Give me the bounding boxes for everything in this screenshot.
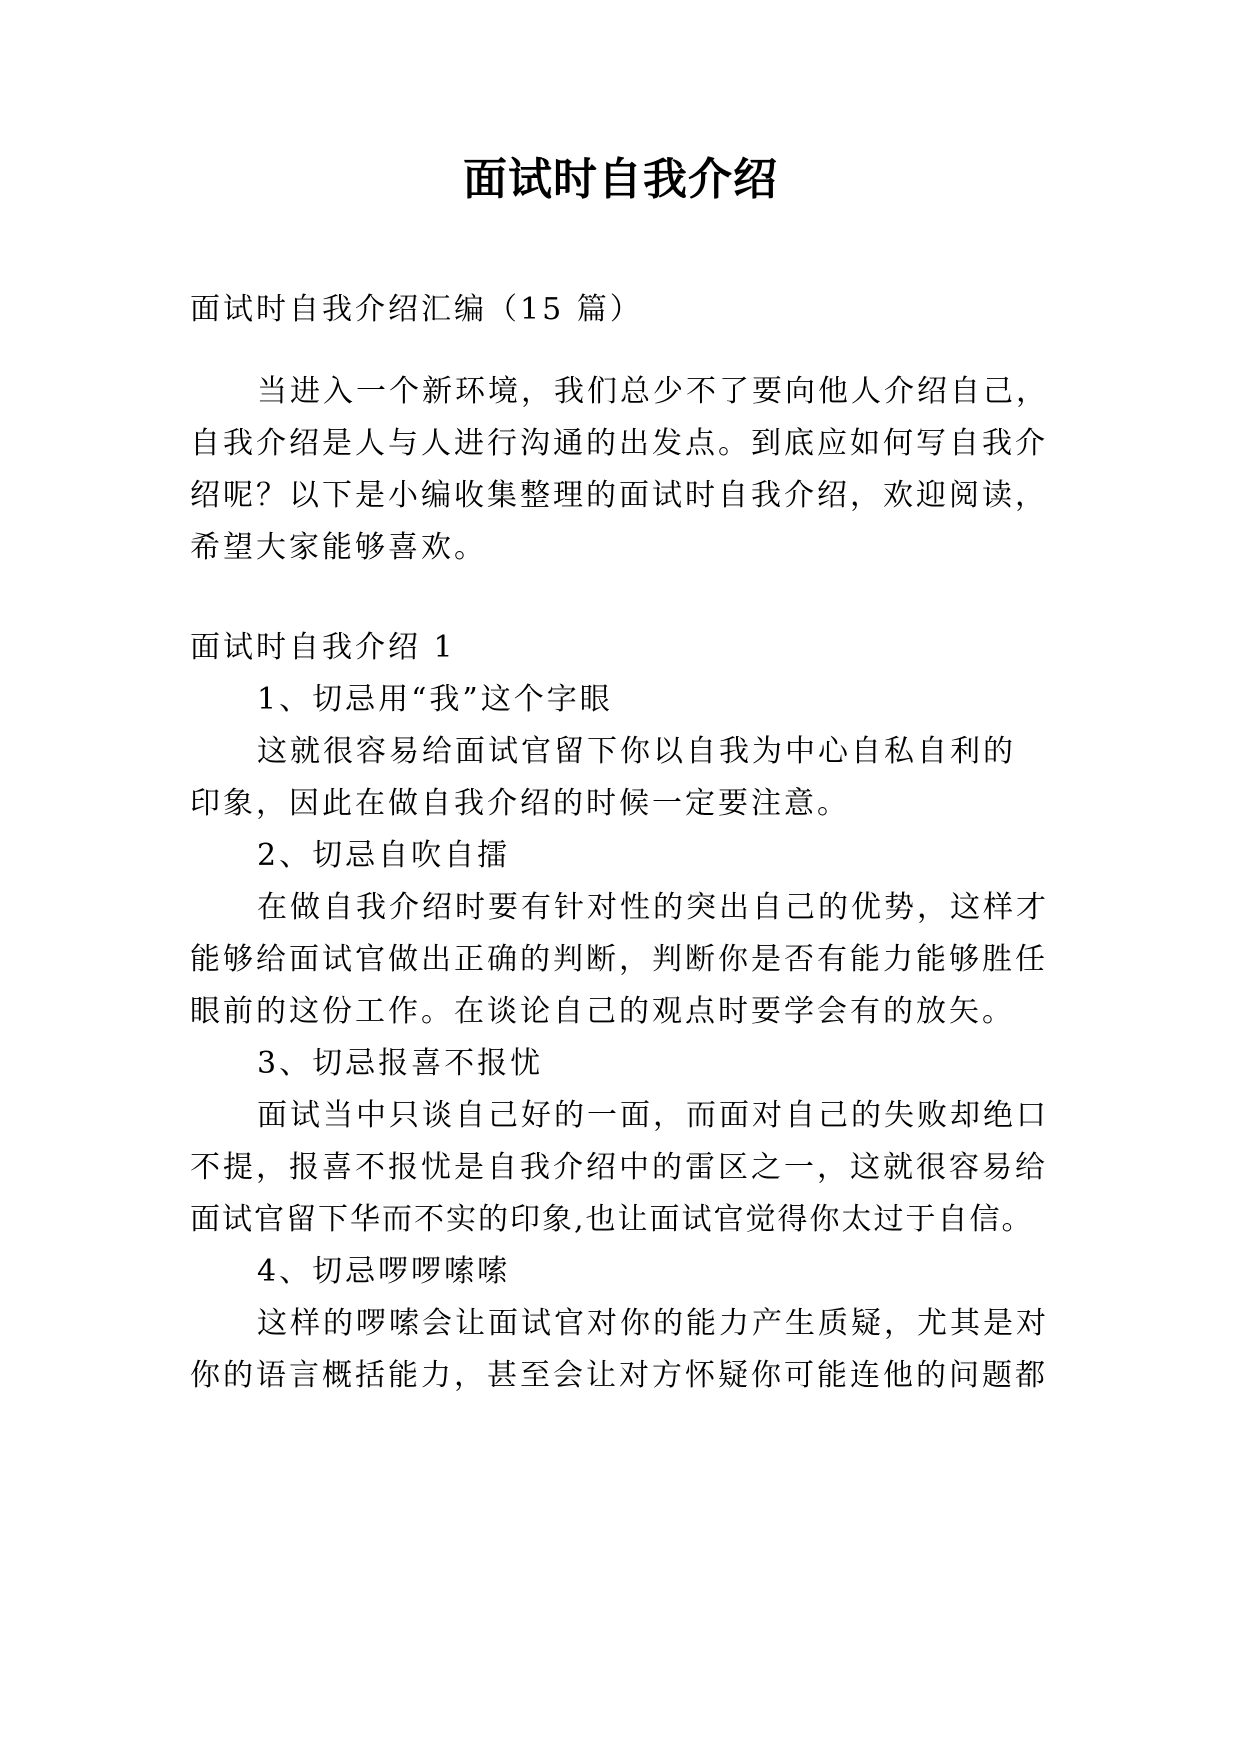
- body-line: 1、切忌用“我”这个字眼: [257, 682, 613, 717]
- body-line: 这就很容易给面试官留下你以自我为中心自私自利的: [257, 734, 1016, 769]
- body-line: 3、切忌报喜不报忧: [257, 1046, 544, 1081]
- body-line: 眼前的这份工作。在谈论自己的观点时要学会有的放矢。: [190, 994, 1015, 1029]
- body-line: 4、切忌啰啰嗦嗦: [257, 1254, 511, 1289]
- body-line: 这样的啰嗦会让面试官对你的能力产生质疑，尤其是对: [257, 1306, 1049, 1341]
- subtitle: 面试时自我介绍汇编（15 篇）: [190, 292, 643, 327]
- intro-line: 自我介绍是人与人进行沟通的出发点。到底应如何写自我介: [190, 426, 1048, 461]
- body-line: 在做自我介绍时要有针对性的突出自己的优势，这样才: [257, 890, 1049, 925]
- document-title: 面试时自我介绍: [463, 154, 778, 205]
- body-line: 你的语言概括能力，甚至会让对方怀疑你可能连他的问题都: [190, 1358, 1048, 1393]
- section-heading: 面试时自我介绍 1: [190, 630, 456, 665]
- body-line: 面试官留下华而不实的印象,也让面试官觉得你太过于自信。: [190, 1202, 1034, 1237]
- intro-line: 希望大家能够喜欢。: [190, 530, 487, 565]
- body-line: 印象，因此在做自我介绍的时候一定要注意。: [190, 786, 850, 821]
- intro-line: 当进入一个新环境，我们总少不了要向他人介绍自己，: [257, 374, 1049, 409]
- body-line: 2、切忌自吹自擂: [257, 838, 511, 873]
- body-line: 能够给面试官做出正确的判断，判断你是否有能力能够胜任: [190, 942, 1048, 977]
- body-line: 面试当中只谈自己好的一面，而面对自己的失败却绝口: [257, 1098, 1049, 1133]
- body-line: 不提，报喜不报忧是自我介绍中的雷区之一，这就很容易给: [190, 1150, 1048, 1185]
- intro-line: 绍呢？以下是小编收集整理的面试时自我介绍，欢迎阅读，: [190, 478, 1048, 513]
